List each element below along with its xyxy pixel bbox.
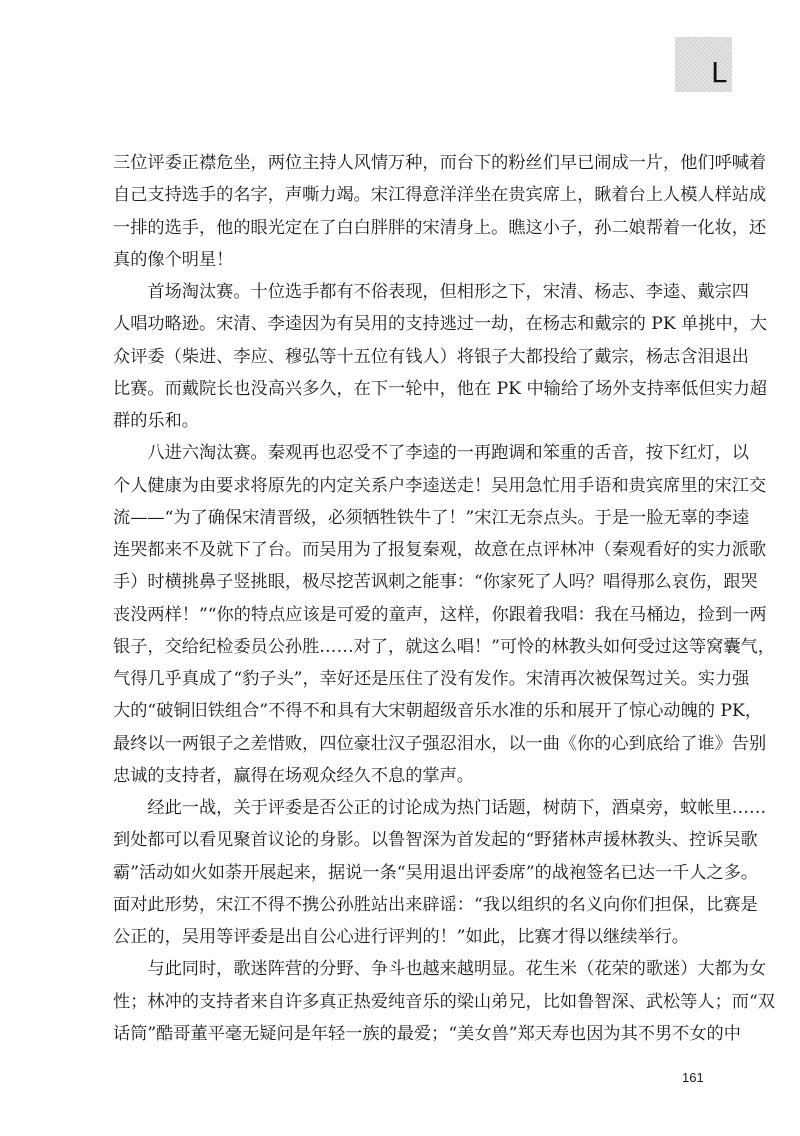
text-line: 大的“破铜旧铁组合”不得不和具有大宋朝超级音乐水准的乐和展开了惊心动魄的 PK，	[113, 701, 763, 722]
text-line: 比赛。而戴院长也没高兴多久，在下一轮中，他在 PK 中输给了场外支持率低但实力超	[113, 378, 768, 399]
text-line: 性；林冲的支持者来自许多真正热爱纯音乐的梁山弟兄，比如鲁智深、武松等人；而“双	[113, 991, 775, 1012]
text-line: 八进六淘汰赛。秦观再也忍受不了李逵的一再跑调和笨重的舌音，按下红灯，以	[113, 443, 749, 464]
text-line: 银子，交给纪检委员公孙胜……对了，就这么唱！”可怜的林教头如何受过这等窝囊气，	[113, 636, 775, 657]
text-line: 流——“为了确保宋清晋级，必须牺牲铁牛了！”宋江无奈点头。于是一脸无辜的李逵	[113, 507, 750, 528]
text-line: 连哭都来不及就下了台。而吴用为了报复秦观，故意在点评林冲（秦观看好的实力派歌	[113, 540, 767, 560]
text-line: 公正的，吴用等评委是出自公心进行评判的！”如此，比赛才得以继续举行。	[113, 927, 689, 947]
text-line: 自己支持选手的名字，声嘶力竭。宋江得意洋洋坐在贵宾席上，瞅着台上人模人样站成	[113, 185, 767, 206]
text-line: 面对此形势，宋江不得不携公孙胜站出来辟谣：“我以组织的名义向你们担保，比赛是	[113, 894, 758, 915]
body-text	[113, 147, 775, 1050]
text-line: 一排的选手，他的眼光定在了白白胖胖的宋清身上。瞧这小子，孙二娘帮着一化妆，还	[113, 217, 767, 238]
text-line: 首场淘汰赛。十位选手都有不俗表现，但相形之下，宋清、杨志、李逵、戴宗四	[113, 282, 749, 302]
text-line: 到处都可以看见聚首议论的身影。以鲁智深为首发起的“野猪林声援林教头、控诉吴歌	[113, 830, 758, 851]
text-line: 群的乐和。	[113, 411, 199, 431]
paragraph	[113, 953, 775, 1050]
section-tab	[675, 37, 732, 92]
text-line: 真的像个明星！	[113, 249, 234, 270]
paragraph	[113, 276, 768, 437]
text-line: 话筒”酷哥董平毫无疑问是年轻一族的最爱；“美女兽”郑天寿也因为其不男不女的中	[113, 1023, 741, 1044]
text-line: 最终以一两银子之差惜败，四位豪壮汉子强忍泪水，以一曲《你的心到底给了谁》告别	[113, 733, 767, 754]
text-line: 手）时横挑鼻子竖挑眼，极尽挖苦讽刺之能事：“你家死了人吗？唱得那么哀伤，跟哭	[113, 572, 758, 593]
text-line: 丧没两样！”“你的特点应该是可爱的童声，这样，你跟着我唱：我在马桶边，捡到一两	[113, 604, 767, 625]
text-line: 人唱功略逊。宋清、李逵因为有吴用的支持逃过一劫，在杨志和戴宗的 PK 单挑中，大	[113, 314, 768, 335]
text-line: 忠诚的支持者，赢得在场观众经久不息的掌声。	[113, 765, 474, 786]
paragraph	[113, 437, 775, 792]
page-number: 161	[682, 1070, 704, 1085]
paragraph	[113, 147, 767, 276]
text-line: 三位评委正襟危坐，两位主持人风情万种，而台下的粉丝们早已闹成一片，他们呼喊着	[113, 153, 767, 173]
text-line: 霸”活动如火如荼开展起来，据说一条“吴用退出评委席”的战袍签名已达一千人之多。	[113, 862, 759, 883]
text-line: 气得几乎真成了“豹子头”，幸好还是压住了没有发作。宋清再次被保驾过关。实力强	[113, 669, 750, 689]
text-line: 个人健康为由要求将原先的内定关系户李逵送走！吴用急忙用手语和贵宾席里的宋江交	[113, 475, 767, 496]
section-letter: L	[711, 56, 727, 89]
text-line: 与此同时，歌迷阵营的分野、争斗也越来越明显。花生米（花荣的歌迷）大都为女	[113, 959, 767, 980]
text-line: 经此一战，关于评委是否公正的讨论成为热门话题，树荫下，酒桌旁，蚊帐里……	[113, 798, 767, 818]
text-line: 众评委（柴进、李应、穆弘等十五位有钱人）将银子大都投给了戴宗，杨志含泪退出	[113, 346, 749, 367]
paragraph	[113, 792, 767, 953]
